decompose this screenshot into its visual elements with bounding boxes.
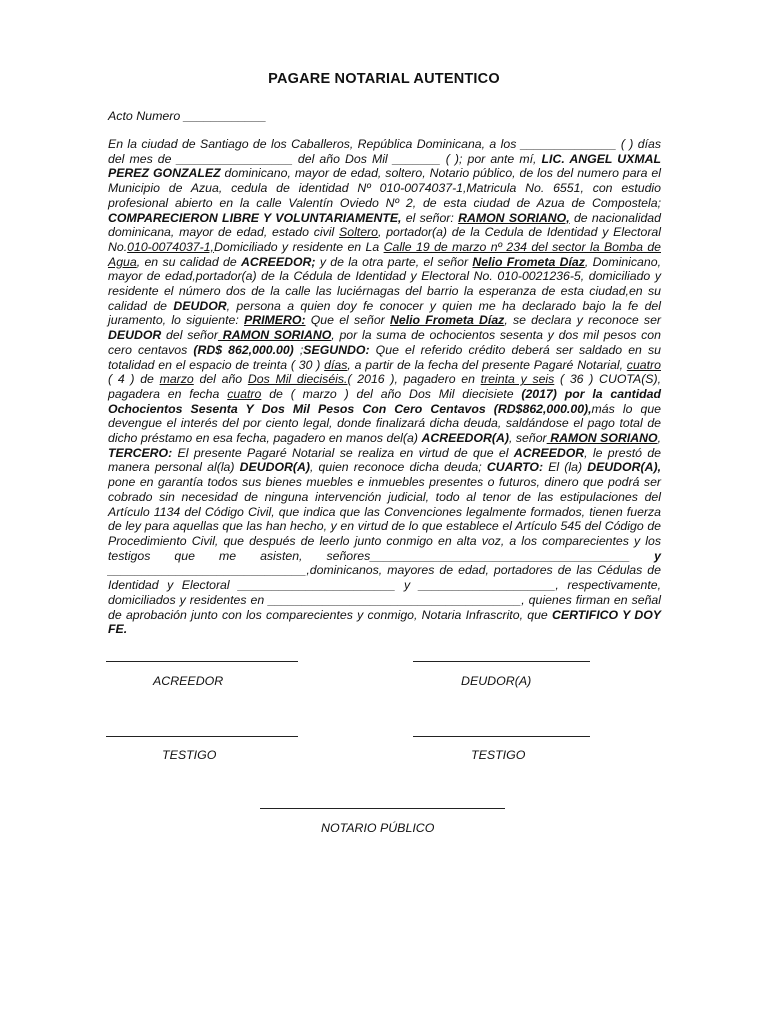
body-segment: días	[324, 357, 348, 372]
body-segment: Ochocientos Sesenta Y Dos Mil Pesos Con Cero Centavos (RD$862,000.00),	[108, 401, 592, 416]
deudor-label: DEUDOR(A)	[461, 674, 532, 688]
body-segment: ( 36 ) CUOTA(S), pagadera en fecha	[108, 372, 661, 401]
body-segment: , por la suma de ochocientos sesenta y dos mil pesos con cero centavos	[108, 328, 661, 357]
body-segment: SEGUNDO:	[303, 342, 370, 357]
notario-signature-line	[260, 808, 505, 809]
testigo-right-label: TESTIGO	[471, 748, 526, 762]
body-segment: , se declara y reconoce ser	[504, 313, 661, 328]
body-segment: , Dominicano, mayor de edad,portador(a) de la Cédula de Identidad y Electoral No. 010-0021236-5, domiciliado y residente el número dos de la calle las luciérnagas del barrio la esperanza de esta ciudad,en su calidad de	[108, 254, 661, 313]
body-segment: y de la otra parte, el señor	[315, 254, 473, 269]
body-segment: DEUDOR	[108, 328, 162, 343]
body-segment: ACREEDOR;	[241, 254, 316, 269]
body-segment: Nelio Frometa Díaz	[472, 254, 585, 269]
body-segment: treinta y seis	[480, 372, 555, 387]
body-segment: , persona a quien doy fe conocer y quien me ha declarado bajo la fe del juramento, lo siguiente:	[108, 298, 661, 328]
body-segment: , señor	[508, 431, 547, 446]
body-segment: cuatro	[626, 357, 661, 372]
body-segment: RAMON SORIANO	[546, 431, 658, 446]
body-segment: el señor:	[401, 210, 459, 225]
testigo-left-signature-line	[106, 736, 298, 737]
body-segment: DEUDOR(A)	[239, 460, 310, 475]
body-segment: ( 2016 ), pagadero en	[347, 372, 481, 387]
body-segment: , quien reconoce dicha deuda;	[310, 460, 487, 475]
body-segment: Dos Mil dieciséis.	[247, 372, 348, 387]
testigo-right-signature-line	[413, 736, 590, 737]
body-segment: (2017)	[521, 386, 557, 401]
body-segment: DEUDOR(A),	[587, 460, 661, 475]
body-segment: El presente Pagaré Notarial se realiza en virtud de que el	[172, 445, 514, 460]
body-segment: , en su calidad de	[136, 254, 242, 269]
body-segment: del año	[193, 372, 248, 387]
body-segment: , portador(a) de la Cedula de Identidad y Electoral No.	[108, 225, 661, 254]
body-segment: cuatro	[227, 386, 262, 401]
body-segment: ACREEDOR	[513, 445, 585, 460]
body-segment: del señor	[161, 328, 218, 343]
body-segment: CUARTO:	[486, 460, 544, 475]
body-segment: y	[654, 548, 661, 563]
body-segment: Domiciliado y residente en La	[213, 239, 384, 254]
body-segment: ( 4 ) de	[108, 372, 160, 387]
body-segment: , a partir de la fecha del presente Pagaré Notarial,	[347, 357, 627, 372]
body-segment: (RD$ 862,000.00)	[193, 342, 294, 357]
body-segment: por la cantidad	[564, 386, 661, 401]
body-segment	[557, 387, 565, 401]
body-segment: _____________________________,dominicanos, mayores de edad, portadores de las Cédulas de Identidad y Electoral _______________________ y ____________________, respectivamente, domiciliados y residentes en _____________________________________, quienes firman en señal de aprobación junto con los comparecientes y conmigo, Notaria Infrascrito, que	[108, 563, 661, 622]
body-segment: de ( marzo ) del año Dos Mil diecisiete	[261, 386, 522, 401]
body-segment: Soltero	[339, 225, 378, 240]
body-segment: El (la)	[543, 460, 588, 475]
deudor-signature-line	[413, 661, 590, 662]
body-segment: marzo	[159, 372, 194, 387]
body-segment: Nelio Frometa Díaz	[389, 313, 505, 328]
testigo-left-label: TESTIGO	[162, 748, 217, 762]
body-segment: pone en garantía todos sus bienes muebles e inmuebles presentes o futuros, dinero que podrá ser cobrado sin necesidad de ninguna intervención judicial, todo al tenor de las estipulaciones del Artículo 1134 del Código Civil, que indica que las Convenciones legalmente formados, tienen fuerza de ley para aquellas que las han hecho, y en virtud de lo que establece el Artículo 545 del Código de Procedimiento Civil, que después de leerlo junto conmigo en alta voz, a los comparecientes y los testigos que me asisten, señores______________________________________	[108, 475, 661, 563]
notario-label: NOTARIO PÚBLICO	[321, 821, 435, 835]
body-segment: CERTIFICO Y DOY FE.	[108, 607, 662, 637]
body-segment: DEUDOR	[173, 298, 227, 313]
body-segment: RAMON SORIANO,	[458, 210, 570, 225]
body-segment: 010-0074037-1,	[127, 239, 214, 254]
body-segment: , le prestó de manera personal al(la)	[108, 445, 662, 475]
body-segment: COMPARECIERON LIBRE Y VOLUNTARIAMENTE,	[108, 210, 402, 225]
acto-number-label: Acto Numero ____________	[108, 109, 267, 123]
body-segment: ,	[657, 431, 661, 446]
body-segment: más lo que devengue el interés del por ciento legal, donde finalizará dicha deuda, saldándose el pago total de dicho préstamo en esa fecha, pagadero en manos del(a)	[108, 401, 661, 446]
document-body-paragraph	[108, 137, 661, 637]
body-segment: LIC. ANGEL UXMAL PEREZ GONZALEZ	[108, 151, 661, 181]
body-segment: Calle 19 de marzo nº 234 del sector la Bomba de Agua	[108, 239, 661, 269]
body-segment: Que el señor	[305, 313, 390, 328]
body-segment: dominicano, mayor de edad, soltero, Notario público, de los del numero para el Municipio de Azua, cedula de identidad Nº 010-0074037-1,Matricula No. 6551, con estudio profesional abierto en la calle Valentín Oviedo Nº 2, de esta ciudad de Azua de Compostela;	[108, 166, 661, 210]
body-segment: TERCERO:	[108, 445, 173, 460]
acreedor-label: ACREEDOR	[153, 674, 224, 688]
document-title: PAGARE NOTARIAL AUTENTICO	[268, 71, 500, 87]
body-segment: PRIMERO:	[244, 313, 306, 328]
body-segment: En la ciudad de Santiago de los Caballeros, República Dominicana, a los ______________ ( ) días del mes de _________________ del año Dos Mil _______ ( ); por ante mí,	[108, 137, 661, 166]
body-segment: RAMON SORIANO	[217, 328, 332, 343]
body-segment: Que el referido crédito deberá ser saldado en su totalidad en el espacio de treinta ( 30 )	[108, 342, 661, 372]
body-segment: ;	[293, 342, 304, 357]
body-segment: ACREEDOR(A)	[421, 431, 509, 446]
acreedor-signature-line	[106, 661, 298, 662]
body-segment: de nacionalidad dominicana, mayor de edad, estado civil	[108, 210, 661, 240]
